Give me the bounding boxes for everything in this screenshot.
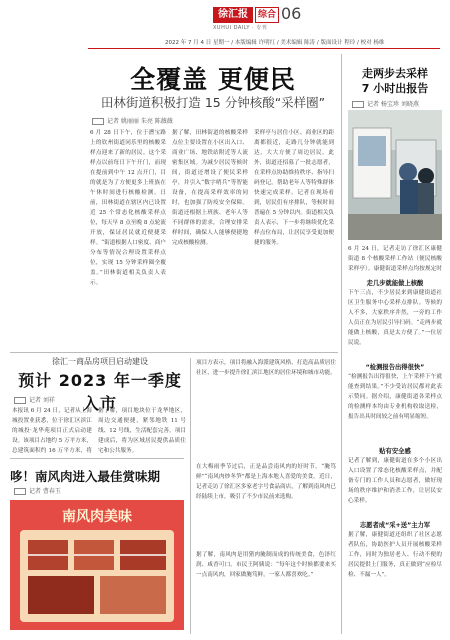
story2-column-3: 项目方表示，项目将融入海派建筑风格，打造高品质居住社区，进一步提升徐汇滨江地区的居住环境和城市功能。 [196, 360, 336, 376]
masthead-subline: XUHUI DAILY · 专刊 [213, 25, 268, 31]
sidebar-column-3: “检测报告出得很快，上午采样下午就能查到结果。”不少受访居民都对此表示赞同。据介绍，康健街道各采样点的检测样本均由专业机构收取送检，报告出具时间较之前有明显缩短。 [348, 374, 442, 420]
story2-column-1: 本报讯 6 月 24 日，记者从上海城投置业获悉，位于徐汇区滨江的城投·龙华苑项目正式启动建设。该项目占地约 5 万平方米，总建筑面积约 16 万平方米，将 [12, 408, 92, 454]
main-headline: 全覆盖 更便民 [130, 65, 296, 94]
poster-title: 南风肉美味 [62, 509, 132, 525]
masthead [0, 0, 450, 50]
sidebar-subhead-1: 走几步就能做上核酸 [366, 280, 424, 287]
story3-column-1: 在大梅雨季节过后，正是品尝南风肉的好时节。“腌笃鲜”“南风肉炒冬笋”都是上海本地人喜爱的美食。近日，记者走访了徐汇区多家老字号食品商店，了解到南风肉已经陆续上市，吸引了不少市民前来选购。 [196, 464, 336, 500]
section-label: 综合 [255, 7, 279, 23]
sidebar-photo [348, 110, 442, 240]
main-column-3: 采样亭与居住小区、商业区的距离都很近，走路几分钟就能到达，大大方便了周边居民。此外，街道还招募了一批志愿者，在采样点协助维持秩序、指导扫码登记，帮助老年人等特殊群体快速完成采样。记者在现场看到，居民们有序排队，等候时间普遍在 5 分钟以内。街道相关负责人表示，下一步将继续优化采样点位布局，让居民享受更加便捷的服务。 [254, 130, 334, 246]
story2-byline [14, 395, 55, 404]
sidebar-byline [352, 99, 419, 108]
story3-byline-text: 记者 曹春玉 [29, 488, 61, 495]
story3-byline [14, 486, 61, 495]
main-column-1: 6 月 28 日下午，位于漕宝路上的钦州街道同乐里的核酸采样点迎来了新的居民。这个采样点以前每日下午开门，而现在提前到中午 12 点开门，目的就是为了方便更多上班族在午休时间进行核酸检测。日前，田林街道在辖区内已设置近 25 个常态化核酸采样点位，每天早 8 点至晚 8 点轮流开放，保证居民就近便捷采样。“街道根据人口密度、商户分布等情况合理设置采样点位，实现 15 分钟采样圈全覆盖。”田林街道相关负责人表示。 [90, 130, 166, 286]
main-byline-text: 记者 姚丽丽 朱亮 陈薇薇 [107, 118, 173, 125]
sidebar-subhead-3: 贴有安全感 [379, 448, 411, 455]
byline-tag-icon [92, 118, 104, 125]
story2-kicker: 徐汇一商品房项目启动建设 [52, 357, 148, 366]
food-poster-image [10, 500, 184, 630]
main-subheadline: 田林街道积极打造 15 分钟核酸“采样圈” [100, 95, 326, 110]
sidebar-headline-text: 走两步去采样 7 小时出报告 [361, 67, 429, 95]
sidebar-column-1: 6 月 24 日，记者走访了徐汇区康健街道 8 个核酸采样工作站（便民核酸采样亭）。康健街道采样点均按规定时 [348, 246, 442, 272]
section-divider-lower [10, 458, 184, 459]
story2-headline: 预计 2023 年一季度入市 [18, 371, 182, 413]
story3-headline: 哆！南风肉进入最佳赏味期 [10, 469, 161, 484]
byline-tag-icon [14, 397, 26, 404]
story2-column-2: 据了解，项目地块位于龙华地区，周边交通便捷，紧邻地铁 11 号线、12 号线，生活配套完善。项目建成后，将为区域居民提供品质住宅和公共服务。 [98, 408, 186, 454]
section-divider [10, 352, 338, 353]
main-column-2: 据了解，田林街道的核酸采样点位主要设置在小区出入口、商业广场、地铁站附近等人流密集区域。为减少居民等候时间，街道还增设了便民采样亭，并引入“数字哨兵”等智能设备，在提高采样效率的同时，也加强了防疫安全保障。街道还根据上班族、老年人等不同群体的需求，合理安排采样时间，确保人人能够便捷地完成核酸检测。 [172, 130, 248, 246]
column-divider-lower [190, 358, 191, 634]
newspaper-logo: 徐汇报 [213, 7, 253, 23]
masthead-rule [88, 48, 440, 49]
sidebar-subhead-4: 志愿者成“采+送”主力军 [359, 522, 431, 529]
story2-byline-text: 记者 刘祥 [29, 397, 55, 404]
column-divider [341, 54, 342, 634]
dateline: 2022 年 7 月 4 日 星期一 / 本版编辑 许明红 / 美术编辑 陈涛 / 版面设计 程玲 / 校对 杨维 [165, 40, 385, 46]
sidebar-column-2: 下午三点，不少居民来到康健街道社区卫生服务中心采样点排队。等候的人不多，大家秩序井然，一旁的工作人员正在为居民引导扫码。“走两步就能做上核酸，真是太方便了。”一位居民说。 [348, 290, 442, 346]
sidebar-byline-text: 记者 杨宝珍 刘晓燕 [367, 101, 419, 108]
sidebar-column-4: 记者了解到，康健街道在多个小区出入口设置了常态化核酸采样点，并配备专门的工作人员和志愿者，做好现场的秩序维护和消杀工作，让居民安心采样。 [348, 458, 442, 504]
story3-column-2: 据了解，南风肉是用猪肉腌制而成的传统美食，色泽红润、咸香可口。市民王阿姨说：“每年这个时候都要来买一点南风肉，回家做腌笃鲜，一家人都喜欢吃。” [196, 552, 336, 578]
byline-tag-icon [14, 488, 26, 495]
main-byline [92, 116, 173, 125]
page-number: 06 [281, 4, 302, 23]
sidebar-subhead-2: “检测报告出得很快” [365, 364, 425, 371]
sidebar-column-5: 据了解，康健街道还组织了社区志愿者队伍，协助医护人员开展核酸采样工作，同时为独居老人、行动不便的居民提供上门服务，真正做到“应检尽检、不漏一人”。 [348, 532, 442, 578]
sidebar-headline [348, 66, 442, 96]
byline-tag-icon [352, 101, 364, 108]
